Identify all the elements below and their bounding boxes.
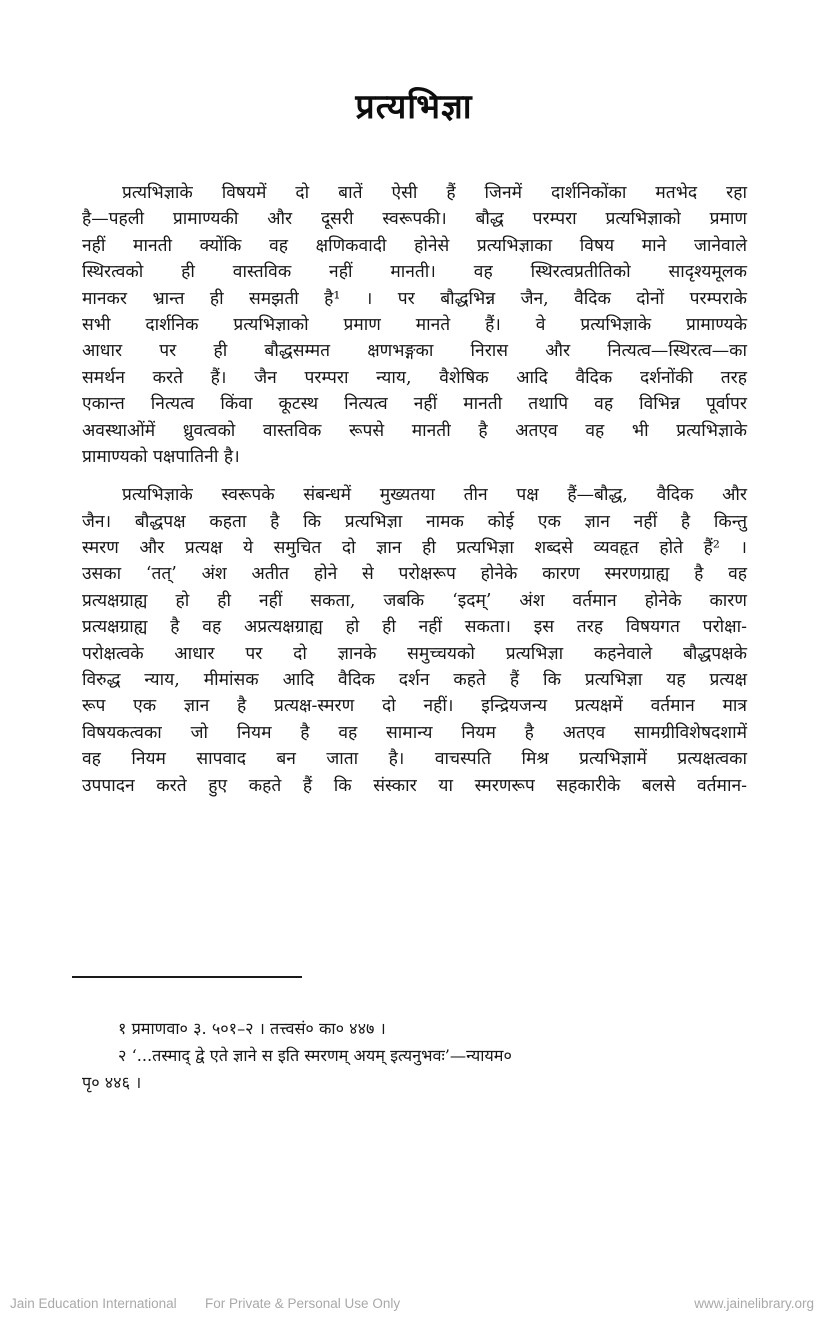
text-line: विरुद्ध न्याय, मीमांसक आदि वैदिक दर्शन कहते हैं कि प्रत्यभिज्ञा यह प्रत्यक्ष: [82, 670, 747, 691]
text-line: समर्थन करते हैं। जैन परम्परा न्याय, वैशेषिक आदि वैदिक दर्शनोंकी तरह: [82, 367, 747, 388]
text-line: वह नियम सापवाद बन जाता है। वाचस्पति मिश्र प्रत्यभिज्ञामें प्रत्यक्षत्वका: [82, 749, 747, 770]
footer-usage-notice: For Private & Personal Use Only: [205, 1296, 401, 1311]
text-line: प्रत्यभिज्ञाके स्वरूपके संबन्धमें मुख्यतया तीन पक्ष हैं—बौद्ध, वैदिक और: [122, 485, 747, 506]
body-text: [82, 180, 747, 799]
footnote-2: २ ‘...तस्माद् द्वे एते ज्ञाने स इति स्मरणम् अयम् इत्यनुभवः’—न्यायम०: [118, 1046, 512, 1065]
text-line: नहीं मानती क्योंकि वह क्षणिकवादी होनेसे प्रत्यभिज्ञाका विषय माने जानेवाले: [82, 235, 747, 256]
paragraph-1: [82, 180, 747, 470]
footnote-divider: [72, 976, 302, 978]
text-line: प्रत्यक्षग्राह्य हो ही नहीं सकता, जबकि ‘इदम्’ अंश वर्तमान होनेके कारण: [82, 590, 747, 611]
text-line: विषयकत्वका जो नियम है वह सामान्य नियम है अतएव सामग्रीविशेषदशामें: [82, 722, 747, 743]
text-line: सभी दार्शनिक प्रत्यभिज्ञाको प्रमाण मानते हैं। वे प्रत्यभिज्ञाके प्रामाण्यके: [82, 314, 747, 335]
text-line: प्रामाण्यको पक्षपातिनी है।: [82, 446, 240, 467]
text-line: परोक्षत्वके आधार पर दो ज्ञानके समुच्चयको प्रत्यभिज्ञा कहनेवाले बौद्धपक्षके: [82, 643, 747, 664]
text-line: अवस्थाओंमें ध्रुवत्वको वास्तविक रूपसे मानती है अतएव वह भी प्रत्यभिज्ञाके: [82, 420, 747, 441]
text-line: स्थिरत्वको ही वास्तविक नहीं मानती। वह स्थिरत्वप्रतीतिको सादृश्यमूलक: [82, 262, 747, 283]
footer-website-link[interactable]: www.jainelibrary.org: [694, 1296, 814, 1311]
footnote-2-continued: पृ० ४४६ ।: [82, 1073, 142, 1092]
text-line: उसका ‘तत्’ अंश अतीत होने से परोक्षरूप होनेके कारण स्मरणग्राह्य है वह: [82, 564, 747, 585]
text-line: प्रत्यभिज्ञाके विषयमें दो बातें ऐसी हैं जिनमें दार्शनिकोंका मतभेद रहा: [122, 183, 747, 203]
paragraph-gap: [82, 470, 747, 482]
text-line: जैन। बौद्धपक्ष कहता है कि प्रत्यभिज्ञा नामक कोई एक ज्ञान नहीं है किन्तु: [82, 511, 747, 532]
text-line: है—पहली प्रामाण्यकी और दूसरी स्वरूपकी। बौद्ध परम्परा प्रत्यभिज्ञाको प्रमाण: [82, 209, 747, 230]
footer-publisher: Jain Education International: [10, 1296, 177, 1311]
text-line: रूप एक ज्ञान है प्रत्यक्ष-स्मरण दो नहीं। इन्द्रियजन्य प्रत्यक्षमें वर्तमान मात्र: [82, 696, 747, 717]
text-line: एकान्त नित्यत्व किंवा कूटस्थ नित्यत्व नहीं मानती तथापि वह विभिन्न पूर्वापर: [82, 394, 747, 415]
text-line: प्रत्यक्षग्राह्य है वह अप्रत्यक्षग्राह्य हो ही नहीं सकता। इस तरह विषयगत परोक्षा-: [82, 617, 747, 638]
page-footer: [0, 1296, 828, 1320]
text-line: मानकर भ्रान्त ही समझती है¹ । पर बौद्धभिन्न जैन, वैदिक दोनों परम्पराके: [82, 288, 747, 309]
text-line: उपपादन करते हुए कहते हैं कि संस्कार या स्मरणरूप सहकारीके बलसे वर्तमान-: [82, 775, 747, 796]
paragraph-2: [82, 482, 747, 799]
footnote-1: १ प्रमाणवा० ३. ५०१–२ । तत्त्वसं० का० ४४७ ।: [118, 1019, 386, 1038]
footnotes: [82, 1015, 747, 1096]
text-line: स्मरण और प्रत्यक्ष ये समुचित दो ज्ञान ही प्रत्यभिज्ञा शब्दसे व्यवहृत होते हैं² ।: [82, 538, 747, 559]
page-title: प्रत्यभिज्ञा: [355, 87, 473, 127]
text-line: आधार पर ही बौद्धसम्मत क्षणभङ्गका निरास और नित्यत्व—स्थिरत्व—का: [82, 341, 747, 362]
